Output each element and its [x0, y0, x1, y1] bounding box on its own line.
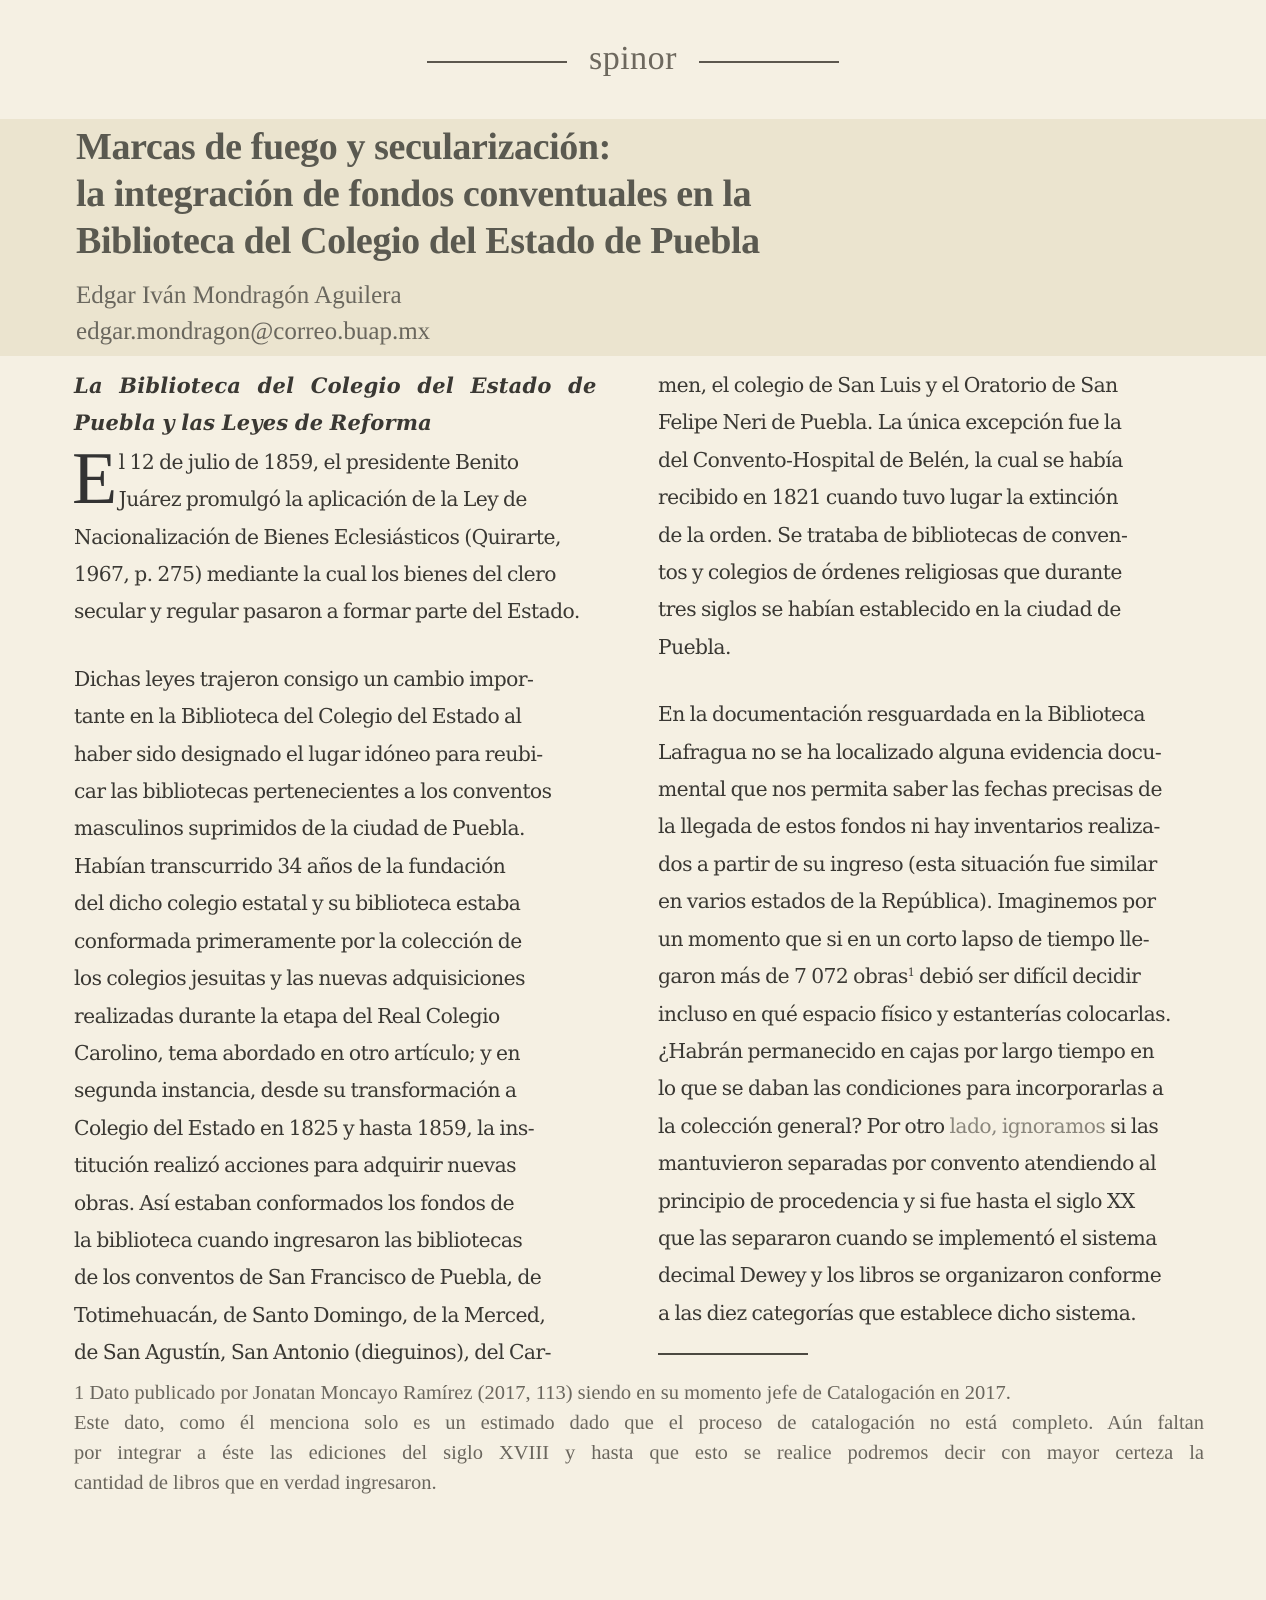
- text-line: segunda instancia, desde su transformación a: [74, 1078, 517, 1103]
- paragraph-documentacion: [658, 696, 1208, 1332]
- right-column: [658, 367, 1208, 1332]
- text-line: recibido en 1821 cuando tuvo lugar la extinción: [658, 485, 1118, 510]
- text-line: principio de procedencia y si fue hasta el siglo XX: [658, 1188, 1135, 1213]
- title-line: Biblioteca del Colegio del Estado de Puebla: [76, 220, 760, 262]
- paragraph-gap: [74, 631, 622, 661]
- text-line: la llegada de estos fondos ni hay inventarios realiza-: [658, 814, 1160, 839]
- text-fragment: si las: [1105, 1113, 1159, 1138]
- article-title: [76, 124, 760, 265]
- footnote-line: por integrar a éste las ediciones del siglo XVIII y hasta que esto se realice podremos decir con mayor certeza la: [74, 1442, 1204, 1464]
- text-line: l 12 de julio de 1859, el presidente Benito: [118, 449, 519, 474]
- text-line: haber sido designado el lugar idóneo para reubi-: [74, 741, 543, 766]
- text-line: tos y colegios de órdenes religiosas que durante: [658, 560, 1122, 585]
- text-line: de los conventos de San Francisco de Puebla, de: [74, 1265, 542, 1290]
- publication-name: spinor: [589, 40, 677, 77]
- paragraph-gap: [658, 666, 1208, 696]
- left-column: [74, 367, 622, 1372]
- text-line: de San Agustín, San Antonio (dieguinos), del Car-: [74, 1340, 551, 1365]
- title-line: Marcas de fuego y secularización:: [76, 126, 611, 168]
- footnote-marker[interactable]: 1: [907, 966, 915, 980]
- text-line: mental que nos permita saber las fechas precisas de: [658, 777, 1162, 802]
- text-line: Juárez promulgó la aplicación de la Ley de: [118, 487, 527, 512]
- text-line: secular y regular pasaron a formar parte del Estado.: [74, 599, 580, 624]
- faded-text-fragment: lado, ignoramos: [949, 1113, 1106, 1138]
- text-line: Carolino, tema abordado en otro artículo; y en: [74, 1040, 520, 1065]
- text-line: titución realizó acciones para adquirir nuevas: [74, 1153, 516, 1178]
- author-name: Edgar Iván Mondragón Aguilera: [76, 282, 402, 309]
- text-line: Dichas leyes trajeron consigo un cambio impor-: [74, 666, 534, 691]
- text-line: de la orden. Se trataba de bibliotecas de conven-: [658, 522, 1128, 547]
- text-line: obras. Así estaban conformados los fondos de: [74, 1190, 515, 1215]
- text-line: tante en la Biblioteca del Colegio del Estado al: [74, 704, 522, 729]
- paragraph-intro: [72, 437, 622, 631]
- text-line: Felipe Neri de Puebla. La única excepción fue la: [658, 410, 1122, 435]
- text-line: Totimehuacán, de Santo Domingo, de la Merced,: [74, 1302, 546, 1327]
- masthead: [0, 40, 1266, 84]
- title-line: la integración de fondos conventuales en la: [76, 173, 752, 215]
- text-line-with-footnote: [658, 958, 1208, 995]
- text-line: tres siglos se habían establecido en la ciudad de: [658, 597, 1121, 622]
- text-line: Habían transcurrido 34 años de la fundación: [74, 853, 506, 878]
- text-line: En la documentación resguardada en la Biblioteca: [658, 702, 1145, 727]
- text-line: ¿Habrán permanecido en cajas por largo tiempo en: [658, 1038, 1155, 1063]
- masthead-rule-left: [427, 61, 567, 63]
- text-line: incluso en qué espacio físico y estanterías colocarlas.: [658, 1001, 1171, 1026]
- text-line: decimal Dewey y los libros se organizaron conforme: [658, 1263, 1162, 1288]
- text-line: que las separaron cuando se implementó el sistema: [658, 1225, 1157, 1250]
- text-fragment: garon más de 7 072 obras: [658, 964, 908, 989]
- text-line: conformada primeramente por la colección de: [74, 928, 522, 953]
- text-line: en varios estados de la República). Imaginemos por: [658, 889, 1156, 914]
- text-line: men, el colegio de San Luis y el Oratorio de San: [658, 373, 1118, 397]
- text-fragment: la colección general? Por otro: [658, 1113, 950, 1138]
- text-line: dos a partir de su ingreso (esta situación fue similar: [658, 851, 1157, 876]
- masthead-rule-right: [699, 61, 839, 63]
- footnote-line: Este dato, como él menciona solo es un estimado dado que el proceso de catalogación no está completo. Aún faltan: [74, 1412, 1204, 1434]
- footnote: [74, 1378, 1204, 1498]
- text-line: realizadas durante la etapa del Real Colegio: [74, 1003, 500, 1028]
- text-line-with-faded-text: [658, 1108, 1208, 1145]
- text-line: del dicho colegio estatal y su biblioteca estaba: [74, 891, 521, 916]
- text-line: masculinos suprimidos de la ciudad de Puebla.: [74, 816, 525, 841]
- text-line: Puebla.: [658, 634, 731, 659]
- text-line: Nacionalización de Bienes Eclesiásticos (Quirarte,: [74, 524, 561, 549]
- heading-line: La Biblioteca del Colegio del Estado de: [74, 373, 597, 398]
- text-line: car las bibliotecas pertenecientes a los conventos: [74, 779, 552, 804]
- text-line: a las diez categorías que establece dicho sistema.: [658, 1300, 1137, 1325]
- text-line: 1967, p. 275) mediante la cual los bienes del clero: [74, 562, 556, 587]
- footnote-line: cantidad de libros que en verdad ingresaron.: [74, 1472, 437, 1494]
- text-line: los colegios jesuitas y las nuevas adquisiciones: [74, 966, 525, 991]
- text-line: Lafragua no se ha localizado alguna evidencia docu-: [658, 739, 1162, 764]
- author-email[interactable]: edgar.mondragon@correo.buap.mx: [76, 318, 431, 345]
- drop-cap: E: [72, 437, 117, 520]
- paragraph-leyes: [74, 661, 622, 1372]
- section-heading: [74, 367, 622, 442]
- text-fragment: debió ser difícil decidir: [914, 964, 1141, 989]
- text-line: Colegio del Estado en 1825 y hasta 1859, la ins-: [74, 1115, 535, 1140]
- heading-line: Puebla y las Leyes de Reforma: [74, 410, 432, 436]
- footnote-line: 1 Dato publicado por Jonatan Moncayo Ramírez (2017, 113) siendo en su momento jefe de Catalogación en 2017.: [74, 1382, 1011, 1404]
- footnote-separator: [658, 1353, 808, 1355]
- text-line: del Convento-Hospital de Belén, la cual se había: [658, 447, 1123, 472]
- paragraph-continuation: [658, 367, 1208, 666]
- text-line: lo que se daban las condiciones para incorporarlas a: [658, 1076, 1164, 1101]
- text-line: la biblioteca cuando ingresaron las bibliotecas: [74, 1227, 523, 1252]
- text-line: un momento que si en un corto lapso de tiempo lle-: [658, 926, 1150, 951]
- text-line: mantuvieron separadas por convento atendiendo al: [658, 1151, 1157, 1176]
